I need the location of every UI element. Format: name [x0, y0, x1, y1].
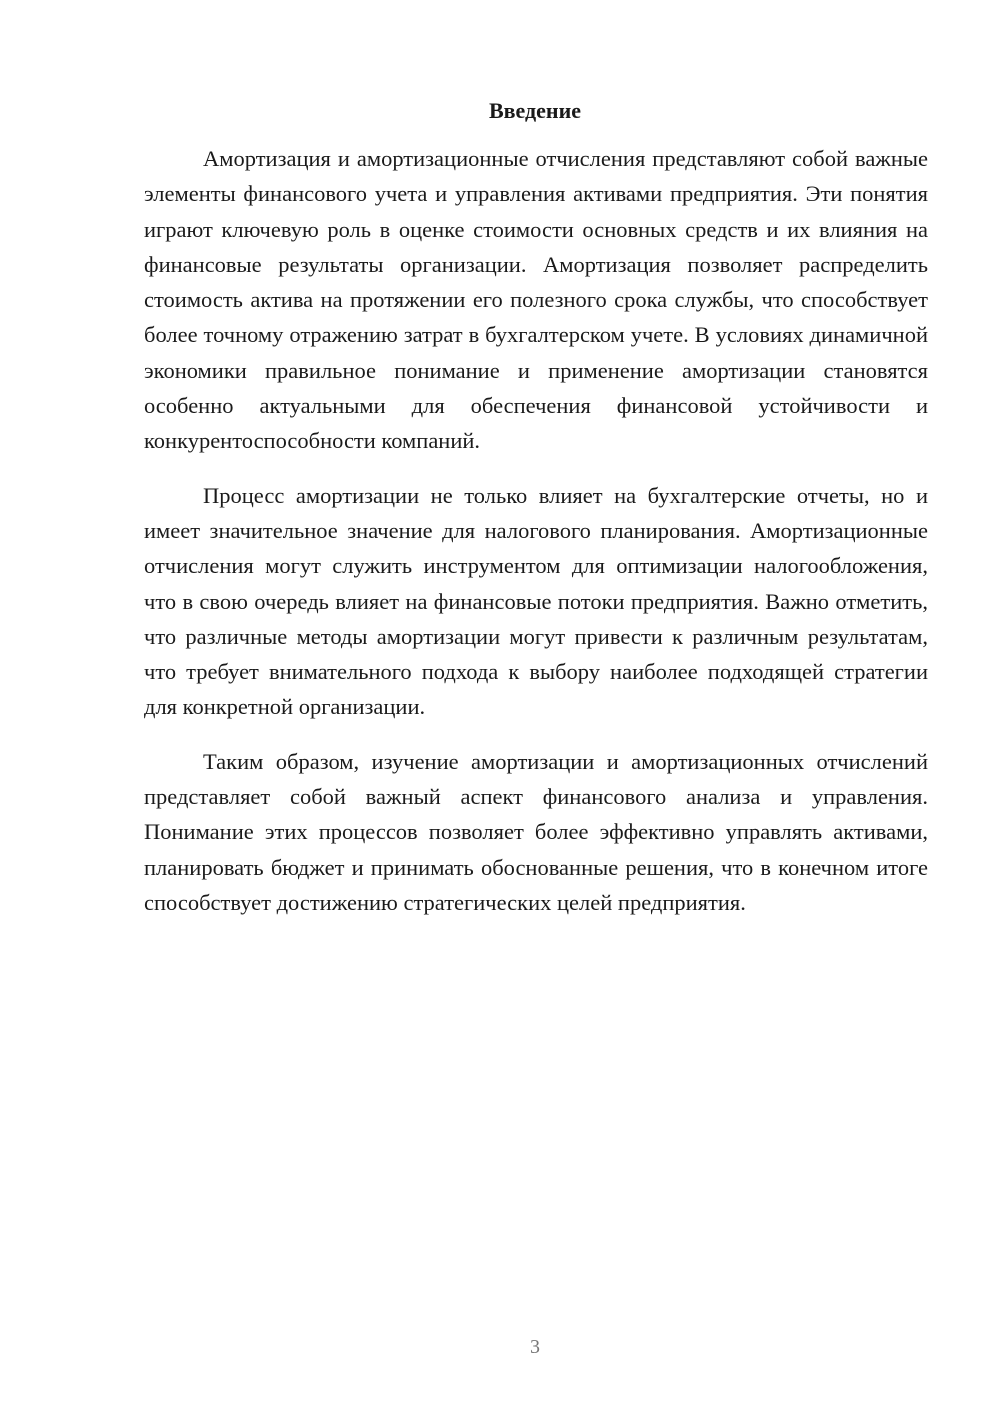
paragraph-1: Амортизация и амортизационные отчисления представляют собой важные элементы финансового учета и управления активами предприятия. Эти понятия играют ключевую роль в оценке стоимости основных средств и их влияния на финансовые результаты организации. Амортизация позволяет распределить стоимость актива на протяжении его полезного срока службы, что способствует более точному отражению затрат в бухгалтерском учете. В условиях динамичной экономики правильное понимание и применение амортизации становятся особенно актуальными для обеспечения финансовой устойчивости и конкурентоспособности компаний.: [144, 146, 928, 454]
body-text: [144, 141, 928, 939]
section-heading: Введение: [488, 98, 582, 123]
page-number: 3: [530, 1336, 540, 1358]
paragraph-3: Таким образом, изучение амортизации и амортизационных отчислений представляет собой важный аспект финансового анализа и управления. Понимание этих процессов позволяет более эффективно управлять активами, планировать бюджет и принимать обоснованные решения, что в конечном итоге способствует достижению стратегических целей предприятия.: [144, 748, 928, 915]
paragraph-2: Процесс амортизации не только влияет на бухгалтерские отчеты, но и имеет значительное значение для налогового планирования. Амортизационные отчисления могут служить инструментом для оптимизации налогообложения, что в свою очередь влияет на финансовые потоки предприятия. Важно отметить, что различные методы амортизации могут привести к различным результатам, что требует внимательного подхода к выбору наиболее подходящей стратегии для конкретной организации.: [144, 482, 928, 720]
